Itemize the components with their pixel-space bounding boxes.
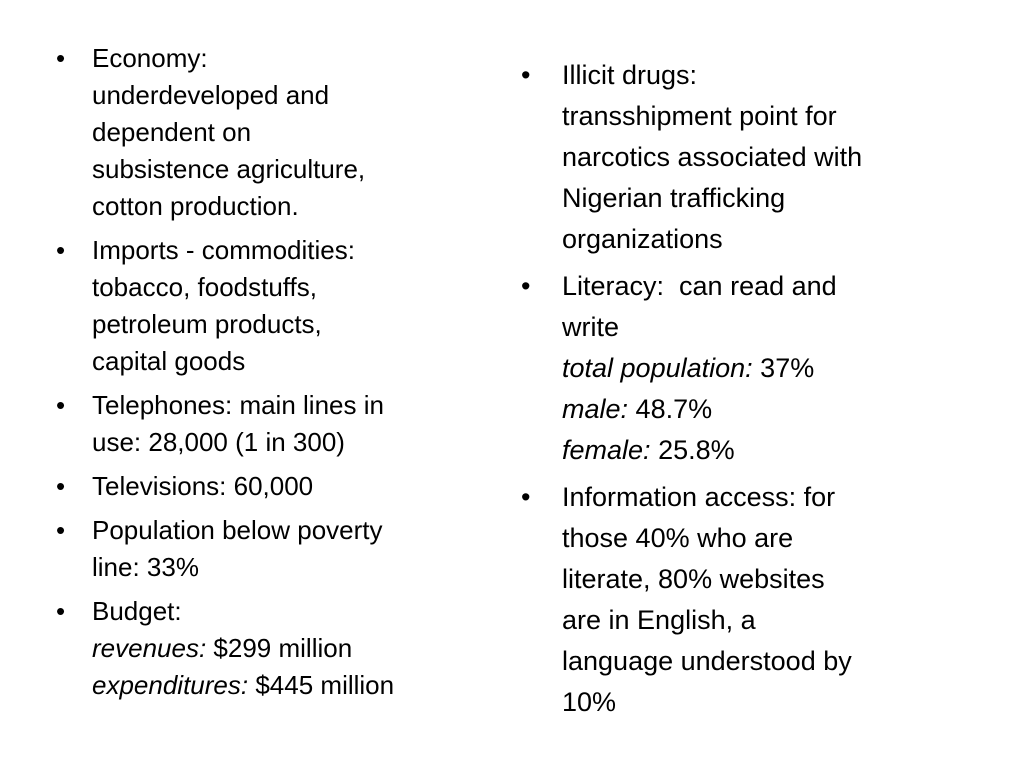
right-bullet-list <box>521 55 961 723</box>
list-item-imports <box>56 232 506 380</box>
imports-line: petroleum products, <box>92 309 322 339</box>
drugs-line: organizations <box>562 224 723 254</box>
budget-title: Budget: <box>92 596 182 626</box>
list-item-poverty <box>56 512 506 586</box>
revenues-label: revenues: <box>92 633 207 663</box>
drugs-line: Nigerian trafficking <box>562 183 786 213</box>
list-item-budget <box>56 593 506 704</box>
revenues-value: $299 million <box>213 633 353 663</box>
poverty-line: line: 33% <box>92 552 199 582</box>
info-access-line: are in English, a <box>562 605 756 635</box>
list-item-televisions <box>56 468 506 505</box>
info-access-line: language understood by <box>562 646 852 676</box>
list-item-info-access <box>521 477 961 723</box>
economy-line: dependent on <box>92 117 252 147</box>
telephones-line: Telephones: main lines in <box>92 390 384 420</box>
female-label: female: <box>562 435 651 465</box>
bullet-icon: • <box>56 471 66 501</box>
poverty-line: Population below poverty <box>92 515 383 545</box>
right-column <box>521 55 961 729</box>
male-value: 48.7% <box>635 394 713 424</box>
total-population-value: 37% <box>760 353 815 383</box>
list-item-drugs <box>521 55 961 260</box>
bullet-icon: • <box>56 515 66 545</box>
info-access-line: 10% <box>562 687 617 717</box>
bullet-icon: • <box>521 271 531 301</box>
economy-line: cotton production. <box>92 191 299 221</box>
list-item-economy <box>56 40 506 225</box>
left-bullet-list <box>56 40 506 704</box>
list-item-literacy <box>521 266 961 471</box>
expenditures-label: expenditures: <box>92 670 249 700</box>
info-access-line: those 40% who are <box>562 523 794 553</box>
literacy-total-row <box>562 348 961 389</box>
drugs-line: transshipment point for <box>562 101 837 131</box>
drugs-line: narcotics associated with <box>562 142 863 172</box>
imports-line: Imports - commodities: <box>92 235 355 265</box>
left-column <box>56 40 506 711</box>
female-value: 25.8% <box>658 435 735 465</box>
economy-line: subsistence agriculture, <box>92 154 366 184</box>
drugs-line: Illicit drugs: <box>562 60 698 90</box>
bullet-icon: • <box>56 596 66 626</box>
bullet-icon: • <box>521 482 531 512</box>
budget-expenditures-row <box>92 667 506 704</box>
info-access-line: Information access: for <box>562 482 836 512</box>
imports-line: tobacco, foodstuffs, <box>92 272 317 302</box>
male-label: male: <box>562 394 629 424</box>
literacy-female-row <box>562 430 961 471</box>
expenditures-value: $445 million <box>255 670 395 700</box>
telephones-line: use: 28,000 (1 in 300) <box>92 427 345 457</box>
total-population-label: total population: <box>562 353 753 383</box>
economy-line: underdeveloped and <box>92 80 330 110</box>
bullet-icon: • <box>521 60 531 90</box>
bullet-icon: • <box>56 43 66 73</box>
list-item-telephones <box>56 387 506 461</box>
bullet-icon: • <box>56 390 66 420</box>
imports-line: capital goods <box>92 346 246 376</box>
economy-line: Economy: <box>92 43 208 73</box>
televisions-line: Televisions: 60,000 <box>92 471 314 501</box>
budget-revenues-row <box>92 630 506 667</box>
literacy-male-row <box>562 389 961 430</box>
info-access-line: literate, 80% websites <box>562 564 825 594</box>
literacy-line: Literacy: can read and <box>562 271 837 301</box>
bullet-icon: • <box>56 235 66 265</box>
literacy-line: write <box>562 312 620 342</box>
